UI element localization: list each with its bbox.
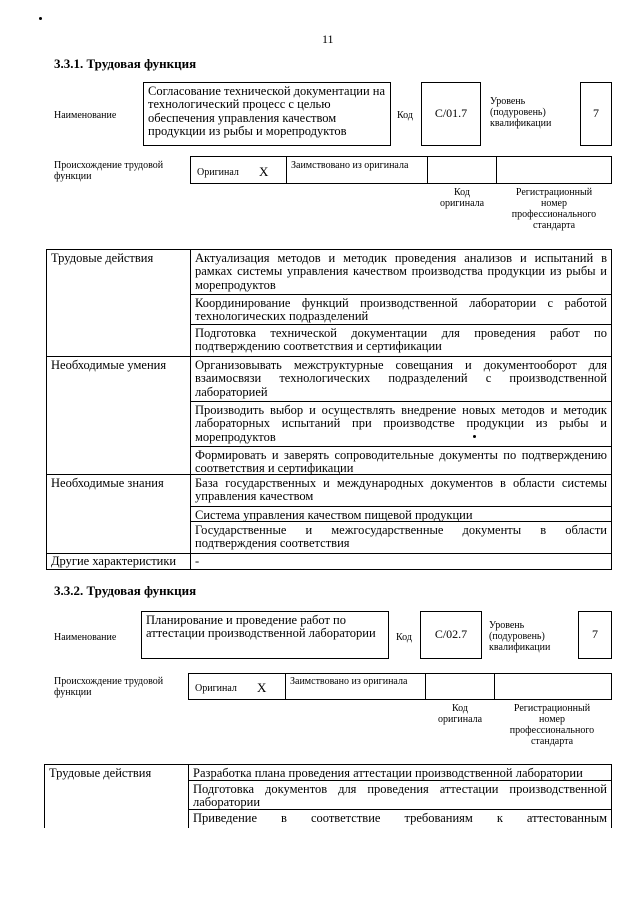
code-label: Код (397, 110, 413, 121)
table-top-border (44, 764, 612, 765)
section-heading: 3.3.1. Трудовая функция (54, 56, 197, 71)
scan-dot (39, 17, 42, 20)
reg-number-label: Регистрационный номер профессионального стандарта (511, 187, 597, 231)
page-number: 11 (322, 32, 334, 46)
name-label: Наименование (54, 110, 117, 121)
row-label: Трудовые действия (51, 251, 154, 265)
original-label: Оригинал (195, 683, 237, 694)
row-item: Приведение в соответствие требованиям к аттестованным (193, 811, 607, 825)
origin-divider (425, 673, 426, 700)
code-original-label: Код оригинала (437, 703, 483, 725)
row-item: - (195, 554, 200, 568)
origin-label: Происхождение трудовой функции (54, 160, 164, 182)
row-item: Формировать и заверять сопроводительные документы по подтверждению соответствия и сертификации (195, 448, 607, 476)
row-item: База государственных и международных документов в области системы управления качеством (195, 476, 607, 504)
origin-divider (496, 156, 497, 184)
function-name-box (143, 82, 391, 146)
borrowed-label: Заимствовано из оригинала (291, 160, 409, 171)
original-label: Оригинал (197, 167, 239, 178)
reg-number-label: Регистрационный номер профессионального стандарта (509, 703, 595, 747)
code-value: C/01.7 (434, 106, 468, 120)
level-value-box (580, 82, 612, 146)
code-label: Код (396, 632, 412, 643)
function-name-value: Планирование и проведение работ по аттестации производственной лаборатории (146, 613, 376, 641)
level-label: Уровень (подуровень) квалификации (489, 620, 551, 653)
table-inner-divider (190, 446, 612, 447)
table-row-divider (46, 356, 612, 357)
origin-divider (427, 156, 428, 184)
origin-divider (494, 673, 495, 700)
row-item: Производить выбор и осуществлять внедрение новых методов и методик лабораторных испытаний при производстве продукции из рыбы и морепродуктов (195, 403, 607, 444)
row-item: Система управления качеством пищевой продукции (195, 508, 473, 522)
row-label: Другие характеристики (51, 554, 177, 568)
level-value: 7 (593, 106, 599, 120)
origin-divider (286, 156, 287, 184)
borrowed-label: Заимствовано из оригинала (290, 676, 408, 687)
row-item: Организовывать межструктурные совещания и документооборот для взаимосвязи технологических подразделений с производственной лабораторией (195, 358, 607, 399)
row-item: Подготовка документов для проведения аттестации производственной лаборатории (193, 782, 607, 810)
function-name-box (141, 611, 389, 659)
table-inner-divider (190, 401, 612, 402)
original-mark: X (257, 680, 267, 695)
code-original-label: Код оригинала (439, 187, 485, 209)
row-item: Актуализация методов и методик проведения анализов и испытаний в рамках системы управления качеством производства продукции из рыбы и морепродуктов (195, 251, 607, 292)
row-item: Подготовка технической документации для проведения работ по подтверждению соответствия и сертификации (195, 326, 607, 354)
row-label: Необходимые знания (51, 476, 164, 490)
row-item: Разработка плана проведения аттестации производственной лаборатории (193, 766, 583, 780)
row-item: Координирование функций производственной лаборатории с работой технологических подразделений (195, 296, 607, 324)
origin-label: Происхождение трудовой функции (54, 676, 164, 698)
table-inner-divider (190, 294, 612, 295)
code-value-box (421, 82, 481, 146)
level-value: 7 (592, 627, 598, 641)
table-inner-divider (190, 506, 612, 507)
original-mark: X (259, 164, 269, 179)
origin-divider (285, 673, 286, 700)
function-name-value: Согласование технической документации на технологический процесс с целью обеспечения управления качеством продукции из рыбы и морепродуктов (148, 84, 386, 139)
name-label: Наименование (54, 632, 117, 643)
section-heading: 3.3.2. Трудовая функция (54, 583, 197, 598)
code-value-box (420, 611, 482, 659)
row-label: Трудовые действия (49, 766, 152, 780)
code-value: C/02.7 (434, 627, 468, 641)
row-item: Государственные и межгосударственные документы в области подтверждения соответствия (195, 523, 607, 551)
row-label: Необходимые умения (51, 358, 167, 372)
level-value-box (578, 611, 612, 659)
level-label: Уровень (подуровень) квалификации (490, 96, 552, 129)
